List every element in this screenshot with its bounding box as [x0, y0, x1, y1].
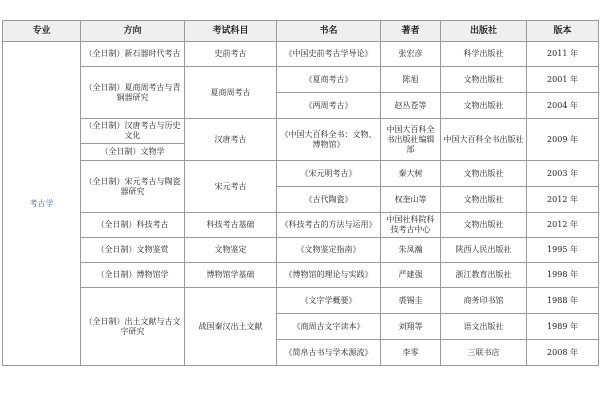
edition-cell: 2012 年 [527, 213, 599, 238]
direction-cell: （全日制）出土文献与古文字研究 [81, 288, 185, 366]
author-cell: 权奎山等 [381, 187, 441, 213]
reading-list-table [2, 20, 599, 366]
direction-cell: （全日制）宋元考古与陶瓷器研究 [81, 161, 185, 213]
author-cell: 秦大树 [381, 161, 441, 187]
col-header-author: 著者 [381, 21, 441, 42]
edition-cell: 1995 年 [527, 238, 599, 263]
publisher-cell: 商务印书馆 [441, 288, 527, 314]
direction-cell: （全日制）博物馆学 [81, 263, 185, 288]
direction-cell: （全日制）新石器时代考古 [81, 42, 185, 67]
table-row [3, 42, 599, 67]
author-cell: 李零 [381, 340, 441, 366]
publisher-cell: 科学出版社 [441, 42, 527, 67]
book-title-cell: 《简帛古书与学术源流》 [277, 340, 381, 366]
edition-cell: 2001 年 [527, 67, 599, 93]
author-cell: 裘锡圭 [381, 288, 441, 314]
book-title-cell: 《两周考古》 [277, 93, 381, 119]
col-header-publisher: 出版社 [441, 21, 527, 42]
subject-cell: 夏商周考古 [185, 67, 277, 119]
col-header-edition: 版本 [527, 21, 599, 42]
table-row [3, 213, 599, 238]
col-header-title: 书名 [277, 21, 381, 42]
subject-cell: 宋元考古 [185, 161, 277, 213]
book-title-cell: 《博物馆的理论与实践》 [277, 263, 381, 288]
subject-cell: 战国秦汉出土文献 [185, 288, 277, 366]
direction-cell: （全日制）科技考古 [81, 213, 185, 238]
edition-cell: 2008 年 [527, 340, 599, 366]
subject-cell: 博物馆学基础 [185, 263, 277, 288]
book-title-cell: 《科技考古的方法与运用》 [277, 213, 381, 238]
direction-cell: （全日制）夏商周考古与青铜器研究 [81, 67, 185, 119]
book-title-cell: 《中国大百科全书：文物、博物馆》 [277, 119, 381, 161]
book-title-cell: 《文字学概要》 [277, 288, 381, 314]
author-cell: 朱凤瀚 [381, 238, 441, 263]
author-cell: 中国社科院科技考古中心 [381, 213, 441, 238]
edition-cell: 2012 年 [527, 187, 599, 213]
book-title-cell: 《古代陶瓷》 [277, 187, 381, 213]
subject-cell: 文物鉴定 [185, 238, 277, 263]
author-cell: 中国大百科全书出版社编辑部 [381, 119, 441, 161]
author-cell: 张宏彦 [381, 42, 441, 67]
table-row [3, 119, 599, 144]
edition-cell: 1988 年 [527, 288, 599, 314]
direction-cell: （全日制）汉唐考古与历史文化 [81, 119, 185, 144]
subject-cell: 史前考古 [185, 42, 277, 67]
author-cell: 赵丛苍等 [381, 93, 441, 119]
table-row [3, 161, 599, 187]
subject-cell: 汉唐考古 [185, 119, 277, 161]
publisher-cell: 文物出版社 [441, 213, 527, 238]
col-header-subject: 考试科目 [185, 21, 277, 42]
col-header-major: 专业 [3, 21, 81, 42]
publisher-cell: 文物出版社 [441, 67, 527, 93]
publisher-cell: 语文出版社 [441, 314, 527, 340]
book-title-cell: 《宋元明考古》 [277, 161, 381, 187]
edition-cell: 2003 年 [527, 161, 599, 187]
edition-cell: 2009 年 [527, 119, 599, 161]
edition-cell: 2004 年 [527, 93, 599, 119]
table-row [3, 238, 599, 263]
direction-cell: （全日制）文物鉴赏 [81, 238, 185, 263]
book-title-cell: 《中国史前考古学导论》 [277, 42, 381, 67]
author-cell: 严建强 [381, 263, 441, 288]
edition-cell: 1998 年 [527, 263, 599, 288]
publisher-cell: 文物出版社 [441, 161, 527, 187]
major-cell: 考古学 [3, 42, 81, 366]
book-title-cell: 《夏商考古》 [277, 67, 381, 93]
publisher-cell: 文物出版社 [441, 93, 527, 119]
publisher-cell: 文物出版社 [441, 187, 527, 213]
publisher-cell: 浙江教育出版社 [441, 263, 527, 288]
edition-cell: 2011 年 [527, 42, 599, 67]
publisher-cell: 陕西人民出版社 [441, 238, 527, 263]
direction-cell: （全日制）文物学 [81, 144, 185, 161]
table-row [3, 288, 599, 314]
header-row [3, 21, 599, 42]
book-title-cell: 《文物鉴定指南》 [277, 238, 381, 263]
table-row [3, 263, 599, 288]
publisher-cell: 中国大百科全书出版社 [441, 119, 527, 161]
book-title-cell: 《商周古文字读本》 [277, 314, 381, 340]
author-cell: 刘翔等 [381, 314, 441, 340]
col-header-direction: 方向 [81, 21, 185, 42]
table-row [3, 67, 599, 93]
edition-cell: 1989 年 [527, 314, 599, 340]
subject-cell: 科技考古基础 [185, 213, 277, 238]
author-cell: 陈旭 [381, 67, 441, 93]
publisher-cell: 三联书店 [441, 340, 527, 366]
